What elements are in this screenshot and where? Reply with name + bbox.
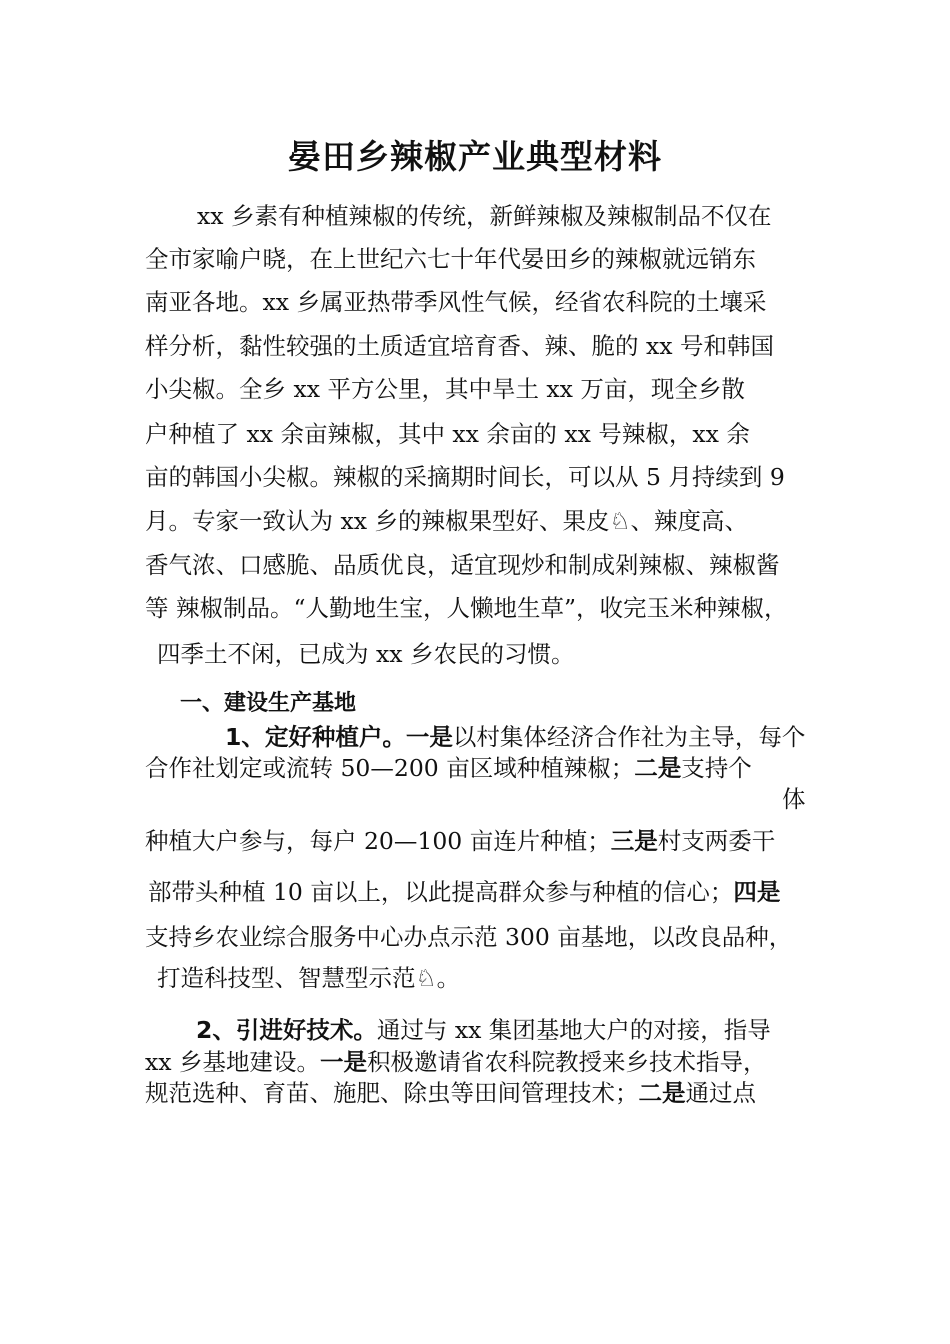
intro-line-5: 小尖椒。全乡 xx 平方公里，其中旱土 xx 万亩，现全乡散: [145, 375, 745, 403]
item2-line-1: 2、引进好技术。通过与 xx 集团基地大户的对接，指导: [196, 1016, 771, 1044]
intro-line-3: 南亚各地。xx 乡属亚热带季风性气候，经省农科院的土壤采: [145, 288, 767, 316]
intro-line-6: 户种植了 xx 余亩辣椒，其中 xx 余亩的 xx 号辣椒，xx 余: [145, 420, 750, 448]
item2-line-3: 规范选种、育苗、施肥、除虫等田间管理技术；二是通过点: [145, 1079, 756, 1107]
intro-line-9: 香气浓、口感脆、品质优良，适宜现炒和制成剁辣椒、辣椒酱: [145, 551, 780, 579]
intro-line-7: 亩的韩国小尖椒。辣椒的采摘期时间长，可以从 5 月持续到 9: [145, 463, 785, 491]
intro-line-1: xx 乡素有种植辣椒的传统，新鲜辣椒及辣椒制品不仅在: [197, 202, 772, 230]
item1-line-2: 合作社划定或流转 50—200 亩区域种植辣椒；二是支持个: [145, 754, 752, 782]
item1-line-3: 体: [782, 785, 806, 813]
item1-line-7: 打造科技型、智慧型示范♘。: [157, 964, 461, 992]
page-title: 晏田乡辣椒产业典型材料: [288, 137, 662, 176]
intro-line-8: 月。专家一致认为 xx 乡的辣椒果型好、果皮♘、辣度高、: [145, 507, 749, 535]
item1-line-1: 1、定好种植户。一是以村集体经济合作社为主导，每个: [225, 723, 806, 751]
item2-label: 2、引进好技术。: [196, 1016, 377, 1044]
section-heading: 一、建设生产基地: [180, 691, 357, 716]
intro-line-11: 四季土不闲，已成为 xx 乡农民的习惯。: [157, 640, 575, 668]
item1-line-6: 支持乡农业综合服务中心办点示范 300 亩基地，以改良品种，: [145, 923, 793, 951]
item1-line-5: 部带头种植 10 亩以上，以此提高群众参与种植的信心；四是: [148, 878, 781, 906]
intro-line-10: 等 辣椒制品。“人勤地生宝，人懒地生草”，收完玉米种辣椒，: [145, 594, 788, 622]
item2-line-2: xx 乡基地建设。一是积极邀请省农科院教授来乡技术指导，: [145, 1048, 767, 1076]
item1-line-4: 种植大户参与，每户 20—100 亩连片种植；三是村支两委干: [145, 827, 776, 855]
intro-line-4: 样分析，黏性较强的土质适宜培育香、辣、脆的 xx 号和韩国: [145, 332, 774, 360]
intro-line-2: 全市家喻户晓，在上世纪六七十年代晏田乡的辣椒就远销东: [145, 245, 756, 273]
item1-label: 1、定好种植户。一是: [225, 723, 453, 751]
